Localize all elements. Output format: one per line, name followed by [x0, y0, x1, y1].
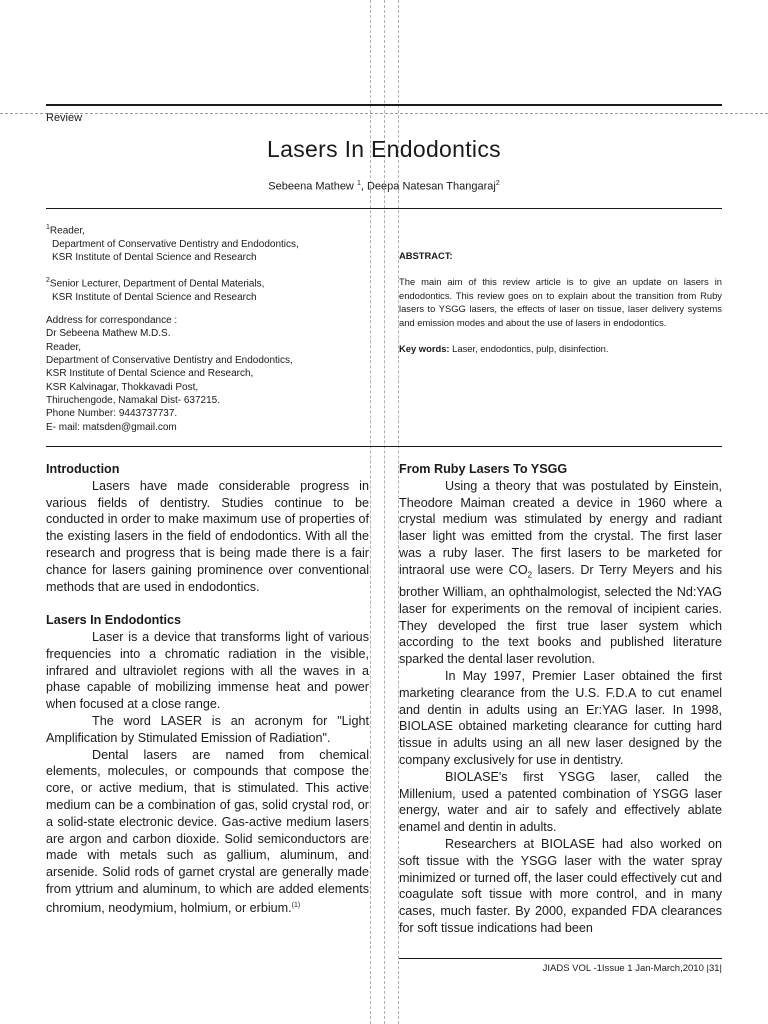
- phone-number: Phone Number: 9443737737.: [46, 408, 178, 420]
- affiliation-mark: 2: [495, 180, 500, 187]
- section-label: Review: [46, 112, 83, 124]
- paragraph: Researchers at BIOLASE had also worked on soft tissue with the YSGG laser with the water spray minimized or turned off, the laser could effectively cut and coagulate soft tissue with more control, and in many cases, much faster. By 2000, expanded FDA clearances for soft tissue indications had been: [399, 837, 722, 936]
- abstract-text: The main aim of this review article is to give an update on lasers in endodontics. This review goes on to explain about the transition from Ruby lasers to YSGG lasers, the effects of laser on tissue, laser delivery systems and emission modes and about the use of lasers in endodontics.: [399, 276, 722, 328]
- address-line: Address for correspondance :: [46, 315, 178, 327]
- address-line: KSR Institute of Dental Science and Research,: [46, 368, 254, 380]
- address-line: Department of Conservative Dentistry and Endodontics,: [46, 355, 293, 367]
- top-rule: [46, 104, 722, 106]
- affiliations-block: [46, 221, 366, 434]
- subscript: 2: [527, 570, 533, 580]
- author-separator: ,: [360, 180, 367, 193]
- reference-mark: (1): [291, 901, 301, 909]
- abstract-heading: ABSTRACT:: [399, 250, 453, 261]
- affiliation-line: KSR Institute of Dental Science and Research: [52, 291, 257, 303]
- abstract-block: [399, 249, 722, 355]
- affiliation-line: $^2$Senior Lecturer, Department of Dental Materials,: [46, 277, 265, 290]
- author-line: [0, 180, 768, 193]
- address-line: Reader,: [46, 341, 82, 353]
- paragraph: Dental lasers are named from chemical elements, molecules, or compounds that compose the core, or active medium, that is stimulated. This active medium can be a combination of gas, solid crystal rod, or a solid-state electronic device. Gas-active medium lasers are argon and carbon dioxide. Solid semiconductors are made with metals such as gallium, aluminum, and arsenide. Solid rods of garnet crystal are generally made from yttrium and aluminum, to which are added elements chromium, neodymium, holmium, or erbium.$^{(1)}$: [46, 747, 369, 915]
- footer-rule: [399, 958, 722, 959]
- left-column: [46, 461, 369, 917]
- affiliation-line: $^1$Reader,: [46, 224, 85, 237]
- author-name: Sebeena Mathew: [268, 180, 354, 193]
- paragraph: Lasers have made considerable progress in various fields of dentistry. Studies continue to be conducted in order to make maximum use of properties of the existing lasers in the field of endodontics. With all the research and progress that is being made there is a fair chance for lasers gaining prominence over conventional methods that are used in endodontics.: [46, 478, 369, 594]
- address-line: Dr Sebeena Mathew M.D.S.: [46, 328, 171, 340]
- paragraph: In May 1997, Premier Laser obtained the first marketing clearance from the U.S. F.D.A to cut enamel and dentin in adults using an Er:YAG laser. In 1998, BIOLASE obtained marketing clearance for cutting hard tissue in adults using an all new laser designed by the company exclusively for use in dentistry.: [399, 669, 722, 768]
- affiliation-mark: 1: [356, 180, 361, 187]
- header-rule: [46, 208, 722, 209]
- affiliation-line: Department of Conservative Dentistry and Endodontics,: [52, 238, 299, 250]
- section-heading: From Ruby Lasers To YSGG: [399, 462, 568, 476]
- page-footer: JIADS VOL -1Issue 1 Jan-March,2010 |31|: [542, 963, 722, 974]
- article-title: Lasers In Endodontics: [267, 136, 501, 162]
- keywords-label: Key words:: [399, 343, 450, 355]
- paragraph: BIOLASE's first YSGG laser, called the Millenium, used a patented combination of YSGG laser energy, water and air to safely and effectively ablate enamel and dentin in adults.: [399, 769, 722, 835]
- keywords-line: [399, 342, 722, 355]
- email-address: E- mail: matsden@gmail.com: [46, 421, 177, 433]
- author-name: Deepa Natesan Thangaraj: [366, 180, 496, 193]
- affiliation-mark: 2: [46, 277, 50, 285]
- body-rule: [46, 446, 722, 447]
- section-heading: Introduction: [46, 462, 120, 476]
- address-line: Thiruchengode, Namakal Dist- 637215.: [46, 394, 220, 406]
- section-heading: Lasers In Endodontics: [46, 613, 182, 628]
- affiliation-mark: 1: [46, 224, 50, 231]
- keywords-text: Laser, endodontics, pulp, disinfection.: [449, 343, 609, 355]
- paragraph: Laser is a device that transforms light of various frequencies into a chromatic radiation in the visible, infrared and ultraviolet regions with all the waves in a phase capable of mobilizing immense heat and power when focused at a close range.: [46, 629, 369, 712]
- affiliation-line: KSR Institute of Dental Science and Research: [52, 251, 257, 263]
- paragraph: Using a theory that was postulated by Einstein, Theodore Maiman created a device in 1960 where a crystal medium was stimulated by energy and radiant laser light was emitted from the crystal. The first laser was a ruby laser. The first lasers to be marketed for intraoral use were $CO_2$ lasers. Dr Terry Meyers and his brother William, an ophthalmologist, selected the Nd:YAG laser for experiments on the removal of incipient caries. They developed the first true laser system which according to the text books and published literature sparked the dental laser revolution.: [399, 478, 722, 667]
- address-line: KSR Kalvinagar, Thokkavadi Post,: [46, 381, 199, 393]
- paragraph: The word LASER is an acronym for "Light Amplification by Stimulated Emission of Radiation".: [46, 713, 369, 745]
- right-column: [399, 461, 722, 937]
